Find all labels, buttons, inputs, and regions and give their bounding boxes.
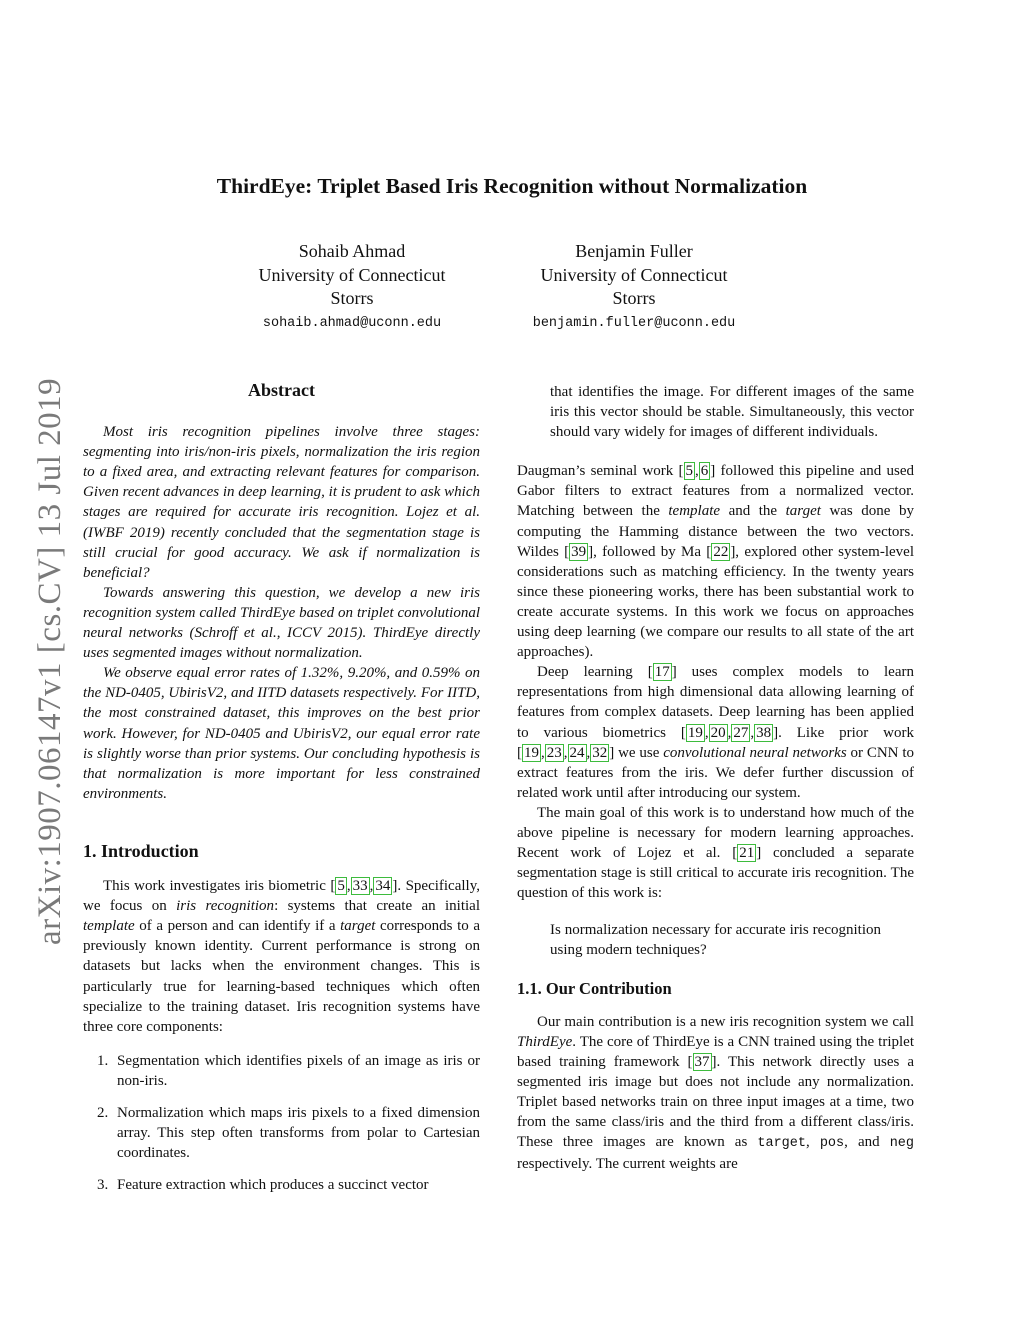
citation-link[interactable]: 27: [733, 724, 749, 741]
author-name: Benjamin Fuller: [575, 241, 693, 261]
citation-link[interactable]: 17: [654, 664, 670, 681]
citation-link[interactable]: 22: [713, 543, 729, 560]
abstract-section: [83, 380, 480, 804]
citation-link[interactable]: 32: [592, 744, 608, 761]
list-item: 3. Feature extraction which produces a succinct vector: [97, 1177, 429, 1194]
contribution-paragraph: Our main contribution is a new iris recognition system we call ThirdEye. The core of ThirdEye is a CNN trained using the triplet based training framework [ 37 ]. This network directly uses a segmented iris image but does not include any normalization. Triplet based networks train on three input images at a time, two from the same class/iris and the third from a different class/iris. These three images are known as target, pos, and neg respectively. The current weights are: [517, 1013, 914, 1173]
citation-link[interactable]: 6: [700, 463, 709, 480]
list-item: 1. Segmentation which identifies pixels of an image as iris or non-iris.: [97, 1052, 480, 1089]
author-affiliation: University of Connecticut: [258, 264, 446, 285]
citation-link[interactable]: 21: [739, 845, 755, 862]
author-location: Storrs: [330, 288, 374, 308]
author-location: Storrs: [612, 288, 656, 308]
right-column: [517, 382, 914, 1174]
list-item: 2. Normalization which maps iris pixels to a fixed dimension array. This step often transforms from polar to Cartesian coordinates.: [97, 1105, 480, 1162]
citation-link[interactable]: 24: [569, 744, 585, 761]
list-item-continuation: that identifies the image. For different images of the same iris this vector should be stable. Simultaneously, this vector should vary widely for images of different individuals.: [550, 384, 914, 441]
citation-link[interactable]: 39: [571, 543, 587, 560]
citation-link[interactable]: 37: [694, 1053, 710, 1070]
goal-paragraph: The main goal of this work is to understand how much of the above pipeline is necessary for modern learning approaches. Recent work of Lojez et al. [ 21 ] concluded a separate segmentation stage is still critical to accurate iris recognition. The question of this work is:: [517, 804, 914, 902]
contribution-heading: 1.1. Our Contribution: [517, 978, 672, 998]
abstract-paragraph-2: Towards answering this question, we develop a new iris recognition system called ThirdEye based on triplet convolutional neural networks (Schroff et al., ICCV 2015). ThirdEye directly uses segmented images without normalization.: [83, 584, 480, 662]
arxiv-identifier: arXiv:1907.06147v1 [cs.CV] 13 Jul 2019: [32, 377, 68, 945]
citation-link[interactable]: 34: [375, 878, 391, 895]
author-name: Sohaib Ahmad: [298, 241, 406, 261]
daugman-paragraph: Daugman’s seminal work [ 5 , 6 ] followed this pipeline and used Gabor filters to extract features from a normalized vector. Matching between the template and the target was done by computing the Hamming distance between the two vectors. Wildes [ 39 ], followed by Ma [ 22 ], explored other system-level considerations such as matching efficiency. In the twenty years since these pioneering works, there has been substantial work to create accurate systems. In this work we focus on approaches using deep learning (we compare our results to all state of the art approaches).: [517, 463, 914, 661]
abstract-paragraph-3: We observe equal error rates of 1.32%, 9.20%, and 0.59% on the ND-0405, UbirisV2, and IITD datasets respectively. For IITD, the most constrained dataset, this improves on the best prior work. However, for ND-0405 and UbirisV2, our equal error rate is slightly worse than prior systems. Our concluding hypothesis is that normalization is more important for less constrained environments.: [83, 665, 480, 802]
author-email: benjamin.fuller@uconn.edu: [532, 315, 736, 331]
citation-link[interactable]: 33: [352, 878, 368, 895]
citation-link[interactable]: 5: [337, 878, 345, 895]
citation-link[interactable]: 19: [687, 724, 703, 741]
research-question: Is normalization necessary for accurate iris recognition using modern techniques?: [550, 922, 881, 959]
citation-link[interactable]: 19: [524, 744, 539, 761]
introduction-heading: 1. Introduction: [83, 841, 199, 861]
citation-link[interactable]: 23: [546, 744, 562, 761]
author-affiliation: University of Connecticut: [540, 264, 728, 285]
citation-link[interactable]: 5: [685, 463, 694, 480]
abstract-paragraph-1: Most iris recognition pipelines involve three stages: segmenting into iris/non-iris pixels, normalization the iris region to a fixed area, and extracting relevant features for comparison. Given recent advances in deep learning, it is prudent to ask which stages are required for accurate iris recognition. Lojez et al. (IWBF 2019) recently concluded that the segmentation stage is still crucial for good accuracy. We ask if normalization is beneficial?: [83, 424, 480, 581]
paper-title: ThirdEye: Triplet Based Iris Recognition without Normalization: [216, 174, 808, 198]
citation-link[interactable]: 20: [710, 724, 726, 741]
intro-paragraph: This work investigates iris biometric [ 5 , 33 , 34 ]. Specifically, we focus on iris recognition: systems that create an initial template of a person and can identify if a target corresponds to a previously known identity. Current performance is strong on datasets but lacks when the environment changes. This is particularly true for learning-based techniques which often specialize to the training dataset. Iris recognition systems have three core components:: [83, 878, 481, 1035]
author-email: sohaib.ahmad@uconn.edu: [262, 315, 442, 331]
citation-link[interactable]: 38: [756, 724, 772, 741]
deep-learning-paragraph: Deep learning [ 17 ] uses complex models to learn representations from high dimensional data allowing learning of features from complex datasets. Deep learning has been applied to various biometrics [ 19 , 20 , 27 , 38 ]. Like prior work [ 19 , 23 , 24 , 32 ] we use convolutional neural networks or CNN to extract features from the iris. We defer further discussion of related work until after introducing our system.: [517, 664, 915, 801]
author-block-1: [192, 240, 512, 337]
introduction-section: [83, 841, 480, 1195]
abstract-heading: Abstract: [248, 380, 315, 400]
author-block-2: [474, 240, 794, 337]
